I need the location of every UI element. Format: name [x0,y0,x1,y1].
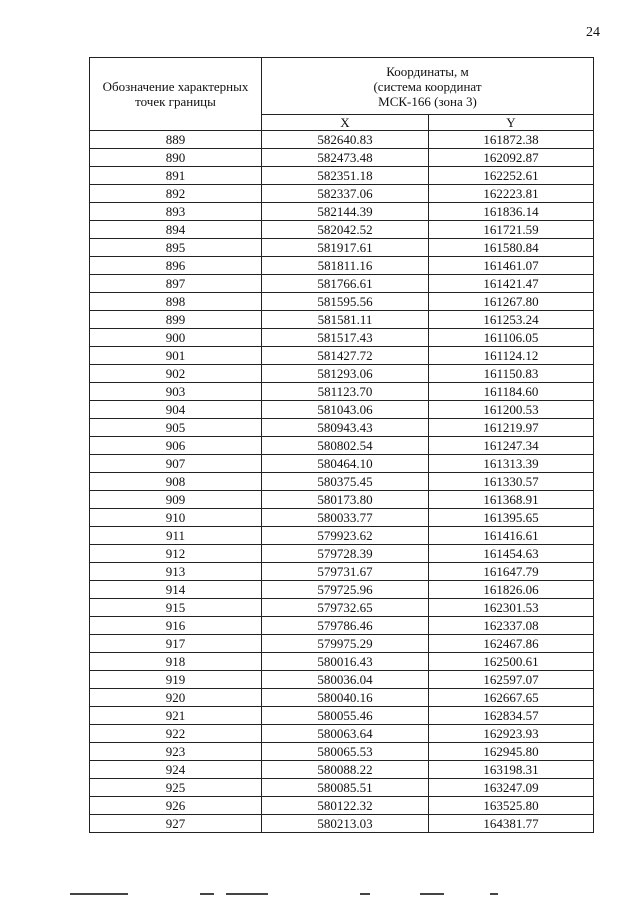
table-row [90,761,594,779]
x-coordinate-cell: 581811.16 [262,257,429,275]
x-coordinate-cell: 580088.22 [262,761,429,779]
point-id-cell: 927 [90,815,262,833]
y-coordinate-cell: 161395.65 [429,509,594,527]
y-coordinate-cell: 162923.93 [429,725,594,743]
coordinates-column-header [262,58,594,115]
x-coordinate-cell: 580063.64 [262,725,429,743]
x-coordinate-cell: 581917.61 [262,239,429,257]
table-row [90,689,594,707]
table-row [90,185,594,203]
y-coordinate-cell: 164381.77 [429,815,594,833]
point-id-cell: 906 [90,437,262,455]
point-id-cell: 920 [90,689,262,707]
point-id-cell: 908 [90,473,262,491]
table-row [90,311,594,329]
table-row [90,203,594,221]
x-coordinate-cell: 580065.53 [262,743,429,761]
table-row [90,131,594,149]
x-coordinate-cell: 580016.43 [262,653,429,671]
table-row [90,149,594,167]
y-coordinate-cell: 162500.61 [429,653,594,671]
table-row [90,167,594,185]
point-id-cell: 890 [90,149,262,167]
table-row [90,671,594,689]
y-coordinate-cell: 161184.60 [429,383,594,401]
point-id-cell: 916 [90,617,262,635]
y-coordinate-cell: 162945.80 [429,743,594,761]
x-coordinate-cell: 579731.67 [262,563,429,581]
y-coordinate-cell: 162467.86 [429,635,594,653]
point-id-cell: 919 [90,671,262,689]
coordinates-table [89,57,594,833]
y-coordinate-cell: 161836.14 [429,203,594,221]
table-row [90,455,594,473]
x-coordinate-cell: 579732.65 [262,599,429,617]
point-id-cell: 917 [90,635,262,653]
table-row [90,599,594,617]
table-row [90,653,594,671]
y-coordinate-cell: 161330.57 [429,473,594,491]
y-coordinate-cell: 161872.38 [429,131,594,149]
table-row [90,635,594,653]
point-id-cell: 918 [90,653,262,671]
point-id-cell: 922 [90,725,262,743]
y-coordinate-cell: 161267.80 [429,293,594,311]
x-coordinate-cell: 580040.16 [262,689,429,707]
point-id-cell: 902 [90,365,262,383]
footer-mark [360,893,370,895]
y-coordinate-cell: 161721.59 [429,221,594,239]
table-row [90,779,594,797]
x-coordinate-cell: 579923.62 [262,527,429,545]
table-row [90,365,594,383]
point-id-cell: 898 [90,293,262,311]
y-coordinate-cell: 162667.65 [429,689,594,707]
x-coordinate-cell: 582337.06 [262,185,429,203]
y-coordinate-cell: 161313.39 [429,455,594,473]
x-coordinate-cell: 581123.70 [262,383,429,401]
x-coordinate-cell: 582640.83 [262,131,429,149]
point-id-cell: 923 [90,743,262,761]
coordinates-header-line-3: МСК-166 (зона 3) [378,93,477,109]
x-coordinate-cell: 581595.56 [262,293,429,311]
table-row [90,707,594,725]
x-coordinate-cell: 581517.43 [262,329,429,347]
y-coordinate-cell: 161580.84 [429,239,594,257]
y-coordinate-cell: 161247.34 [429,437,594,455]
y-coordinate-cell: 162252.61 [429,167,594,185]
y-coordinate-cell: 162223.81 [429,185,594,203]
x-column-header: X [262,115,429,131]
footer-mark [70,893,128,895]
table-row [90,419,594,437]
point-id-cell: 912 [90,545,262,563]
table-row [90,797,594,815]
table-row [90,383,594,401]
point-id-cell: 924 [90,761,262,779]
point-id-cell: 889 [90,131,262,149]
x-coordinate-cell: 579975.29 [262,635,429,653]
point-id-cell: 925 [90,779,262,797]
y-coordinate-cell: 162337.08 [429,617,594,635]
y-coordinate-cell: 161253.24 [429,311,594,329]
point-id-cell: 897 [90,275,262,293]
x-coordinate-cell: 582351.18 [262,167,429,185]
point-id-cell: 921 [90,707,262,725]
y-coordinate-cell: 161461.07 [429,257,594,275]
point-id-cell: 911 [90,527,262,545]
point-id-cell: 926 [90,797,262,815]
point-id-cell: 904 [90,401,262,419]
x-coordinate-cell: 582473.48 [262,149,429,167]
y-column-header: Y [429,115,594,131]
point-id-cell: 899 [90,311,262,329]
point-id-cell: 892 [90,185,262,203]
table-row [90,617,594,635]
y-coordinate-cell: 161416.61 [429,527,594,545]
y-coordinate-cell: 162092.87 [429,149,594,167]
table-row [90,293,594,311]
table-body [90,131,594,833]
y-coordinate-cell: 161647.79 [429,563,594,581]
x-coordinate-cell: 581766.61 [262,275,429,293]
point-column-header: Обозначение характерных точек границы [90,58,262,131]
x-coordinate-cell: 580085.51 [262,779,429,797]
x-coordinate-cell: 580943.43 [262,419,429,437]
point-id-cell: 896 [90,257,262,275]
x-coordinate-cell: 580375.45 [262,473,429,491]
x-coordinate-cell: 580033.77 [262,509,429,527]
x-coordinate-cell: 580213.03 [262,815,429,833]
table-row [90,239,594,257]
point-id-cell: 903 [90,383,262,401]
y-coordinate-cell: 161454.63 [429,545,594,563]
x-coordinate-cell: 580802.54 [262,437,429,455]
footer-mark [490,893,498,895]
table-row [90,329,594,347]
table-row [90,401,594,419]
x-coordinate-cell: 580055.46 [262,707,429,725]
table-row [90,491,594,509]
x-coordinate-cell: 581581.11 [262,311,429,329]
point-id-cell: 891 [90,167,262,185]
point-id-cell: 907 [90,455,262,473]
table-row [90,815,594,833]
x-coordinate-cell: 581427.72 [262,347,429,365]
y-coordinate-cell: 162597.07 [429,671,594,689]
x-coordinate-cell: 579725.96 [262,581,429,599]
y-coordinate-cell: 162834.57 [429,707,594,725]
y-coordinate-cell: 161368.91 [429,491,594,509]
point-id-cell: 895 [90,239,262,257]
y-coordinate-cell: 161124.12 [429,347,594,365]
point-id-cell: 905 [90,419,262,437]
footer-scan-marks [60,893,540,899]
table-row [90,509,594,527]
point-id-cell: 915 [90,599,262,617]
x-coordinate-cell: 580122.32 [262,797,429,815]
point-id-cell: 913 [90,563,262,581]
y-coordinate-cell: 163247.09 [429,779,594,797]
x-coordinate-cell: 579728.39 [262,545,429,563]
table-row [90,257,594,275]
point-id-cell: 914 [90,581,262,599]
x-coordinate-cell: 582042.52 [262,221,429,239]
point-id-cell: 901 [90,347,262,365]
table-row [90,743,594,761]
coordinates-header-line-2: (система координат [373,78,482,94]
point-id-cell: 893 [90,203,262,221]
table-row [90,563,594,581]
table-row [90,527,594,545]
x-coordinate-cell: 579786.46 [262,617,429,635]
table-row [90,725,594,743]
table-row [90,581,594,599]
x-coordinate-cell: 581043.06 [262,401,429,419]
x-coordinate-cell: 580036.04 [262,671,429,689]
table-row [90,545,594,563]
table-row [90,437,594,455]
y-coordinate-cell: 161200.53 [429,401,594,419]
footer-mark [420,893,444,895]
point-id-cell: 894 [90,221,262,239]
y-coordinate-cell: 163525.80 [429,797,594,815]
x-coordinate-cell: 580464.10 [262,455,429,473]
y-coordinate-cell: 162301.53 [429,599,594,617]
x-coordinate-cell: 581293.06 [262,365,429,383]
table-row [90,347,594,365]
table-row [90,275,594,293]
footer-mark [200,893,214,895]
coordinates-header-line-1: Координаты, м [386,63,469,79]
page-number: 24 [586,25,600,40]
y-coordinate-cell: 161219.97 [429,419,594,437]
y-coordinate-cell: 161150.83 [429,365,594,383]
y-coordinate-cell: 163198.31 [429,761,594,779]
x-coordinate-cell: 580173.80 [262,491,429,509]
y-coordinate-cell: 161106.05 [429,329,594,347]
x-coordinate-cell: 582144.39 [262,203,429,221]
table-row [90,221,594,239]
y-coordinate-cell: 161421.47 [429,275,594,293]
point-id-cell: 910 [90,509,262,527]
table-row [90,473,594,491]
y-coordinate-cell: 161826.06 [429,581,594,599]
point-id-cell: 900 [90,329,262,347]
footer-mark [226,893,268,895]
point-id-cell: 909 [90,491,262,509]
